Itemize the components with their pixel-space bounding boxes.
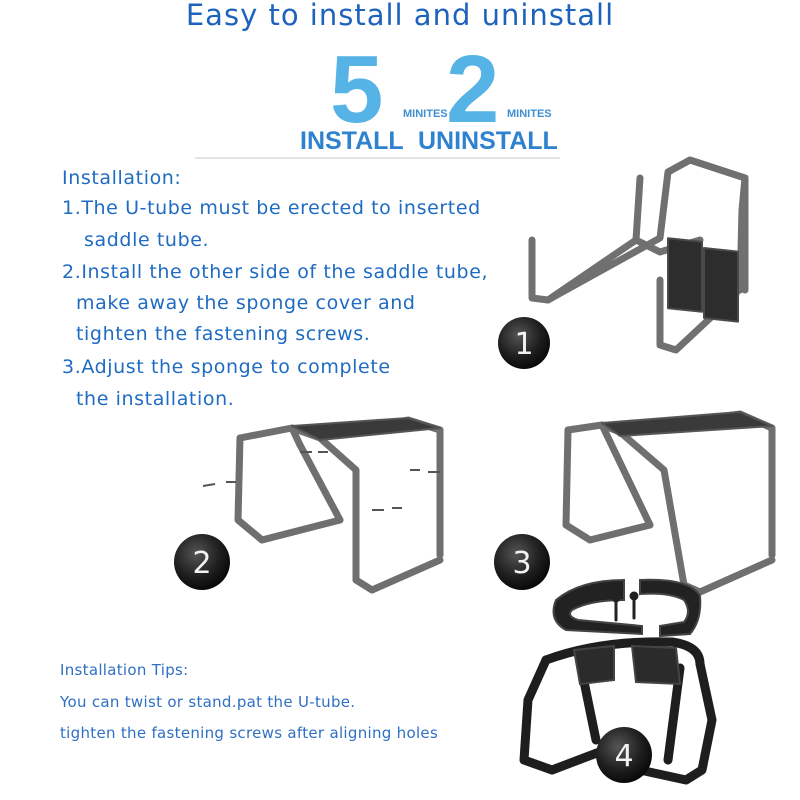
tips-heading: Installation Tips: xyxy=(60,661,189,679)
page-headline: Easy to install and uninstall xyxy=(185,0,615,32)
install-time-number: 5 xyxy=(330,36,384,143)
installation-line: tighten the fastening screws. xyxy=(76,323,371,345)
step-3-illustration xyxy=(566,412,772,592)
installation-line: saddle tube. xyxy=(84,229,210,251)
installation-line: 2.Install the other side of the saddle tube, xyxy=(62,261,489,283)
step-badge-4 xyxy=(596,727,652,783)
sponge-cover-pieces xyxy=(554,580,701,636)
installation-line: the installation. xyxy=(76,388,235,410)
uninstall-label: UNINSTALL xyxy=(418,127,558,155)
step-2-illustration xyxy=(238,418,440,590)
step-number: 3 xyxy=(512,546,532,581)
tips-line: tighten the fastening screws after aligning holes xyxy=(60,724,439,742)
installation-heading: Installation: xyxy=(62,167,182,189)
install-label: INSTALL xyxy=(300,127,404,155)
step-badge-2 xyxy=(174,534,230,590)
uninstall-time-unit: MINITES xyxy=(507,108,552,120)
step-4-saddle-pads xyxy=(574,646,680,684)
step-number: 2 xyxy=(192,546,212,581)
install-time-unit: MINITES xyxy=(403,108,448,120)
installation-line: make away the sponge cover and xyxy=(76,292,416,314)
installation-line: 3.Adjust the sponge to complete xyxy=(62,356,391,378)
step-badge-1 xyxy=(498,317,550,369)
step-1-illustration xyxy=(532,160,745,350)
tips-line: You can twist or stand.pat the U-tube. xyxy=(60,693,356,711)
step-badge-3 xyxy=(494,534,550,590)
step-number: 4 xyxy=(614,739,634,774)
installation-line: 1.The U-tube must be erected to inserted xyxy=(62,197,481,219)
uninstall-time-number: 2 xyxy=(446,36,500,143)
step-number: 1 xyxy=(514,327,534,362)
